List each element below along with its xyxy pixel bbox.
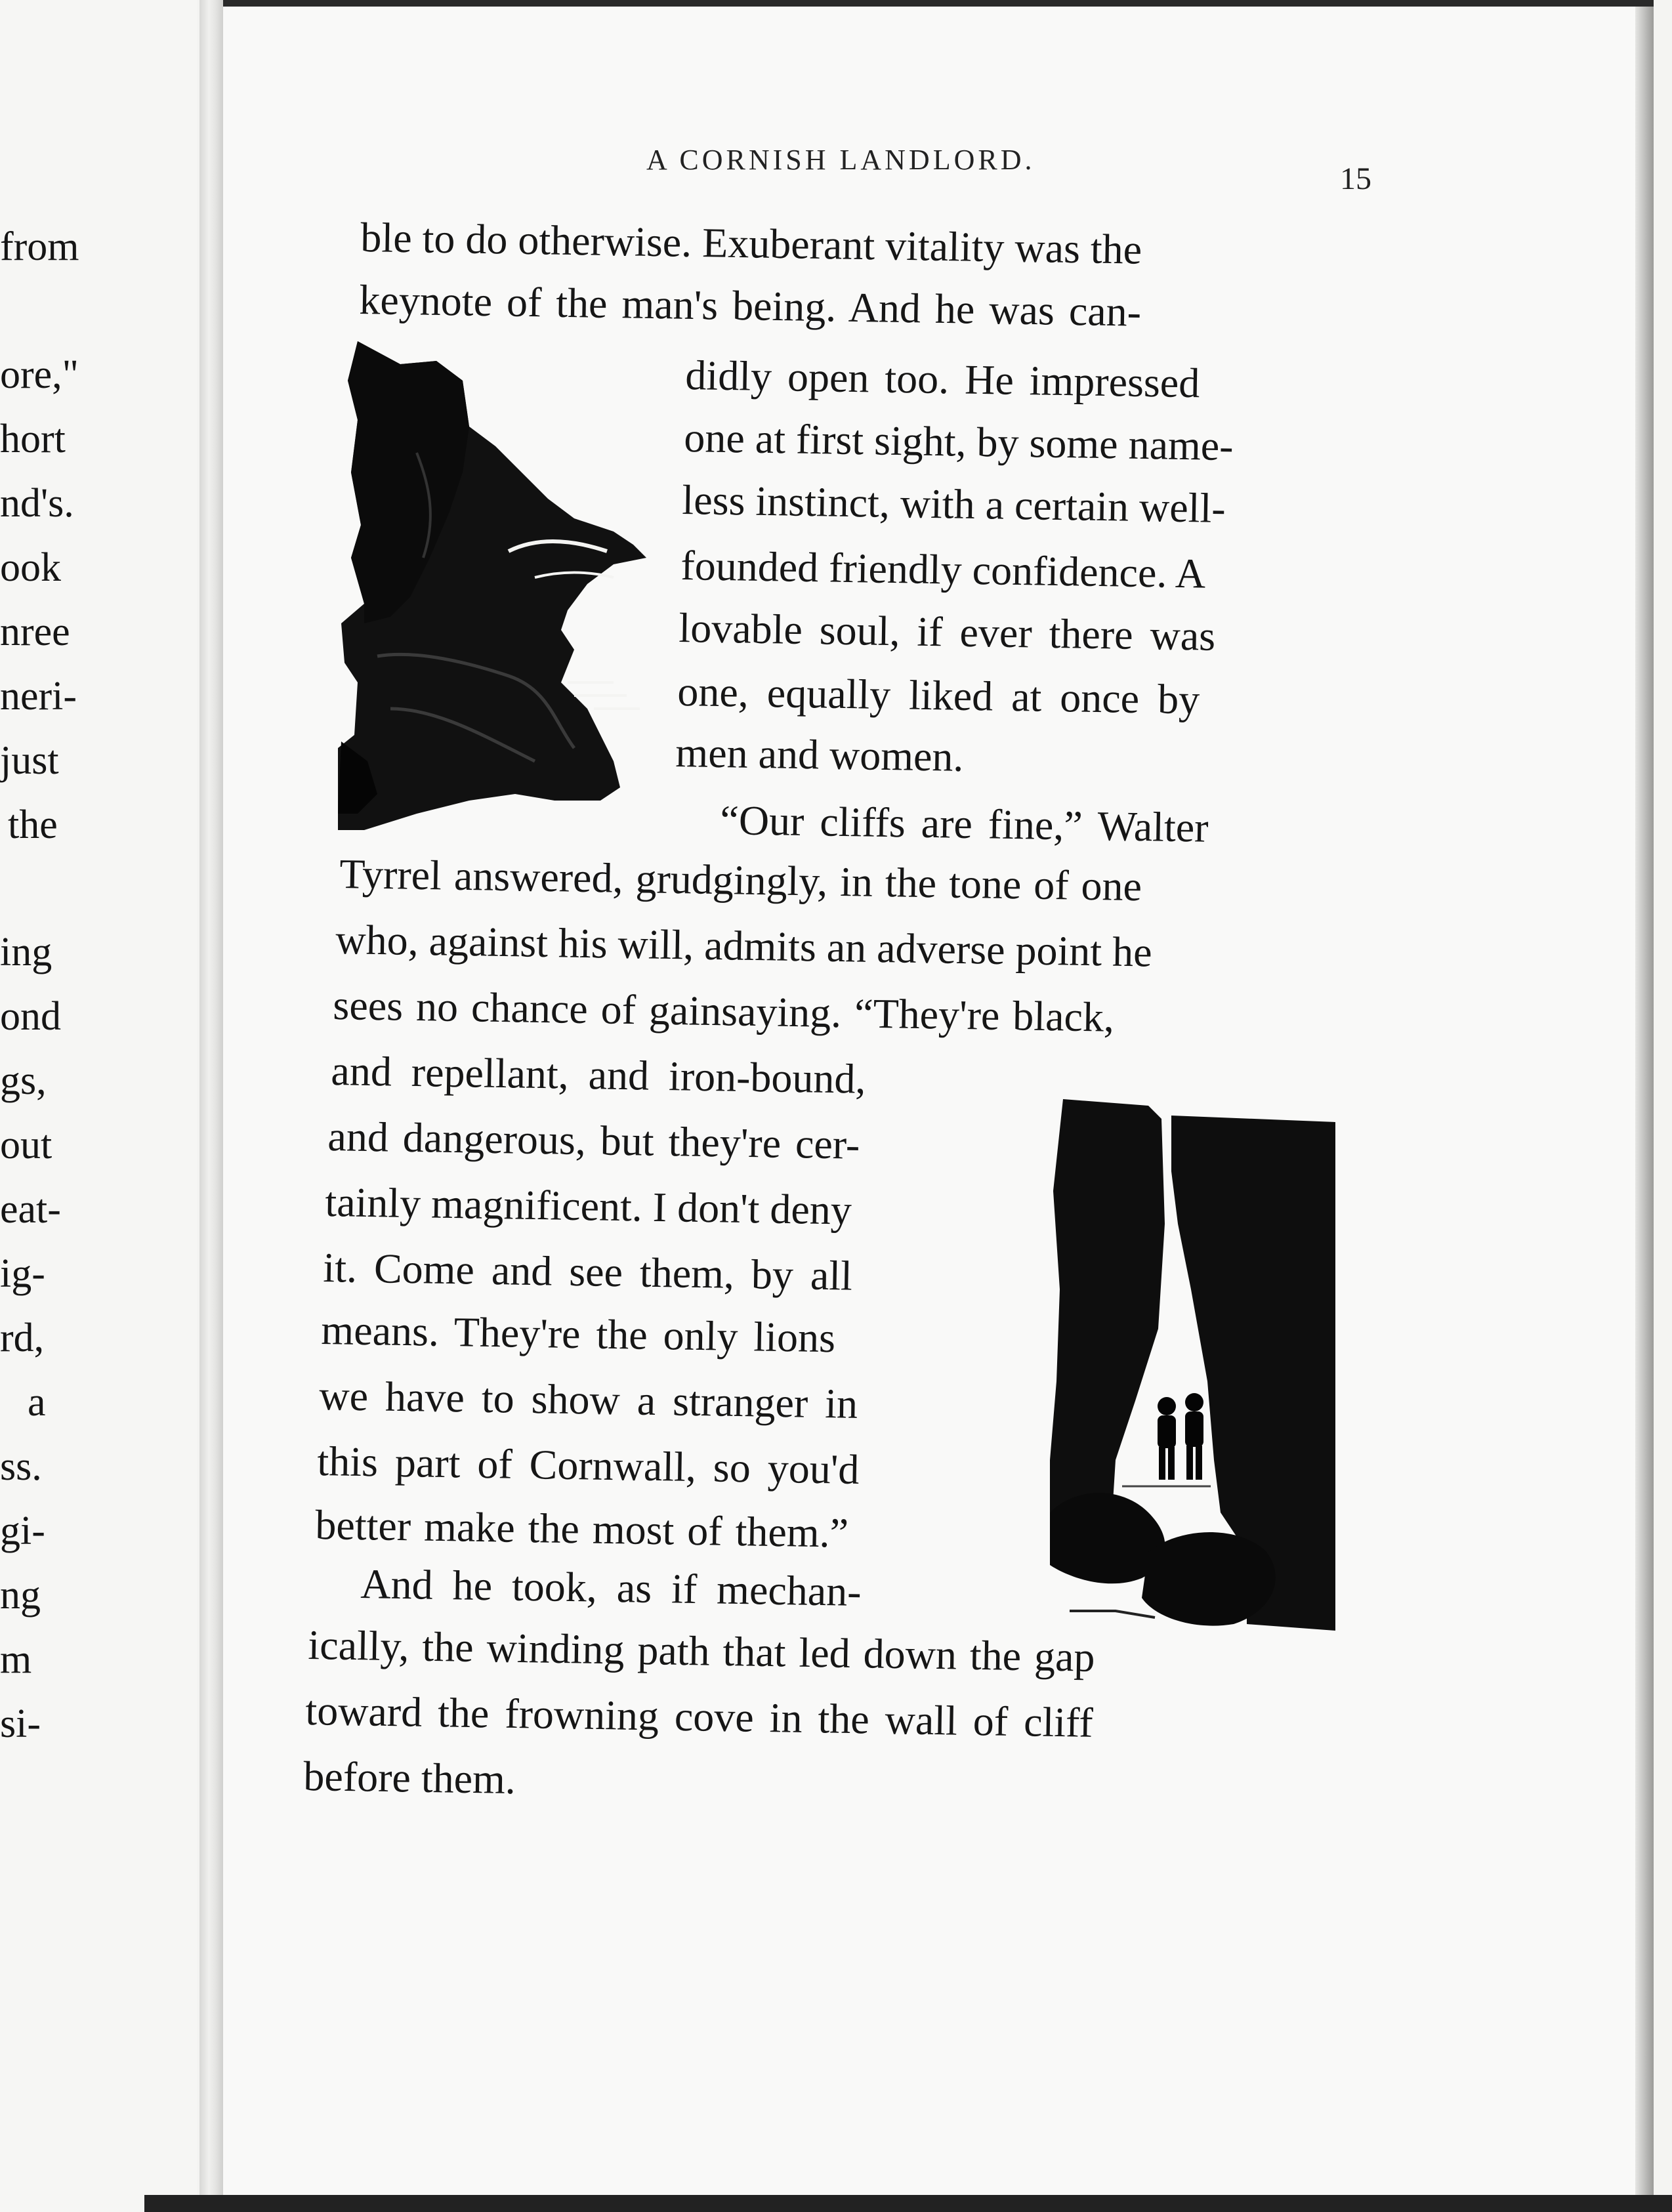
left-page-fragment: hort [0, 417, 66, 461]
left-page-fragment: just [0, 738, 59, 783]
left-page-fragment: gi- [0, 1509, 45, 1553]
page-bottom-edge [144, 2195, 1672, 2212]
text-line: less instinct, with a certain well- [681, 476, 1226, 532]
left-page-fragment: neri- [0, 674, 77, 719]
cliff-coast-illustration [338, 341, 650, 830]
running-head: A CORNISH LANDLORD. [646, 144, 1035, 176]
left-page-fragment: gs, [0, 1058, 47, 1103]
sea-cave-figures-illustration [1050, 1093, 1335, 1637]
text-line: lovable soul, if ever there was [678, 604, 1216, 659]
text-line: one at first sight, by some name- [683, 414, 1234, 470]
page-gutter [199, 0, 223, 2212]
previous-page-edge [0, 0, 197, 2212]
text-line: Tyrrel answered, grudgingly, in the tone of one [339, 850, 1142, 910]
left-page-fragment: rd, [0, 1316, 45, 1360]
left-page-fragment: a [28, 1380, 46, 1425]
page-top-edge [223, 0, 1654, 7]
left-page-fragment: out [0, 1123, 52, 1167]
text-line: before them. [303, 1753, 516, 1803]
text-line: and repellant, and iron-bound, [330, 1047, 867, 1102]
text-line: ble to do otherwise. Exuberant vitality was the [360, 214, 1142, 273]
left-page-fragment: ss. [0, 1444, 42, 1489]
left-page-fragment: the [8, 803, 58, 847]
text-line: we have to show a stranger in [318, 1372, 858, 1427]
left-page-fragment: eat- [0, 1187, 61, 1232]
two-figures [1158, 1393, 1203, 1480]
page-right-edge [1635, 0, 1654, 2212]
text-line: this part of Cornwall, so you'd [316, 1438, 860, 1493]
text-line: And he took, as if mechan- [360, 1560, 862, 1615]
left-page-fragment: ing [0, 930, 52, 974]
left-page-fragment: from [0, 224, 79, 269]
text-line: and dangerous, but they're cer- [327, 1113, 860, 1168]
text-line: better make the most of them.” [314, 1501, 849, 1556]
text-line: one, equally liked at once by [677, 668, 1200, 723]
left-page-fragment: nree [0, 610, 70, 654]
left-page-fragment: ond [0, 994, 61, 1039]
text-line: men and women. [675, 729, 965, 780]
page-number: 15 [1340, 161, 1371, 196]
text-line: tainly magnificent. I don't deny [324, 1179, 852, 1234]
left-page-fragment: si- [0, 1701, 41, 1746]
text-line: toward the frowning cove in the wall of cliff [304, 1687, 1094, 1746]
text-line: ically, the winding path that led down the gap [307, 1621, 1096, 1680]
left-page-fragment: ng [0, 1573, 41, 1617]
left-page-fragment: nd's. [0, 481, 74, 526]
text-line: founded friendly confidence. A [680, 542, 1206, 597]
text-line: it. Come and see them, by all [322, 1244, 853, 1299]
text-line: “Our cliffs are fine,” Walter [719, 797, 1209, 851]
left-page-fragment: ore," [0, 352, 79, 397]
text-line: sees no chance of gainsaying. “They're black, [332, 982, 1115, 1041]
text-line: means. They're the only lions [320, 1306, 836, 1362]
text-line: keynote of the man's being. And he was can- [358, 276, 1142, 335]
left-page-fragment: ook [0, 545, 61, 590]
left-page-fragment: m [0, 1637, 32, 1682]
text-line: who, against his will, admits an adverse point he [335, 916, 1153, 976]
text-line: didly open too. He impressed [684, 352, 1200, 407]
left-page-fragment: ig- [0, 1251, 45, 1296]
